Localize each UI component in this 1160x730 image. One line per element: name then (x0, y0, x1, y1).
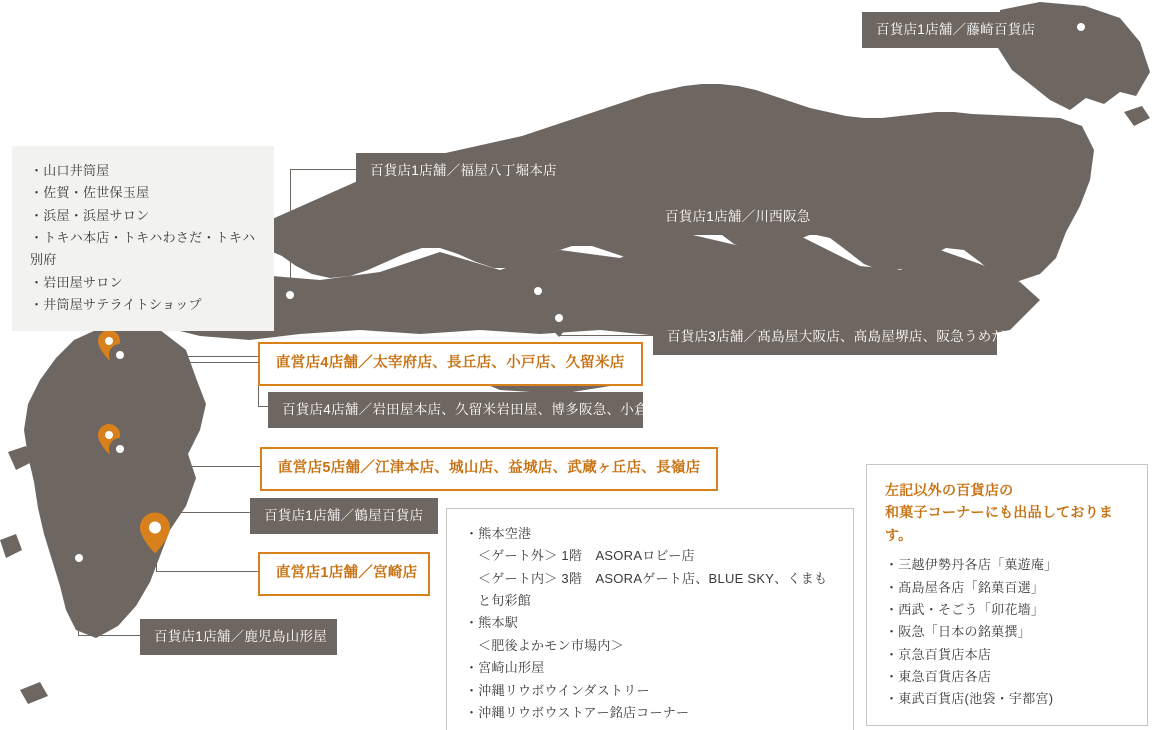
connector-kawanishi-h (538, 215, 651, 216)
label-kagoshima[interactable]: 百貨店1店舗／鹿児島山形屋 (140, 619, 337, 655)
list-item: ・トキハ本店・トキハわさだ・トキハ別府 (30, 230, 256, 268)
connector-fujisaki (1031, 29, 1075, 30)
label-tsuruya[interactable]: 百貨店1店舗／鶴屋百貨店 (250, 498, 438, 534)
dot-kumamoto (109, 438, 131, 468)
connector-takashimaya-h (559, 335, 653, 336)
list-item: ・東武百貨店(池袋・宇都宮) (885, 691, 1054, 707)
list-item: ・熊本空港 (465, 526, 532, 541)
right-panel-heading-line1: 左記以外の百貨店の (885, 482, 1014, 498)
connector-miyazaki (156, 571, 258, 572)
list-item: ・浜屋・浜屋サロン (30, 207, 150, 223)
label-chokuei-4[interactable]: 直営店4店舗／太宰府店、長丘店、小戸店、久留米店 (258, 342, 643, 386)
list-item: ＜ゲート外＞ 1階 ASORAロビー店 (478, 548, 695, 564)
dot-osaka (548, 307, 570, 337)
label-chokuei-5[interactable]: 直営店5店舗／江津本店、城山店、益城店、武蔵ヶ丘店、長嶺店 (260, 447, 718, 491)
connector-fukuya-v (290, 169, 291, 297)
list-item: ・井筒屋サテライトショップ (30, 297, 202, 313)
left-store-list (12, 146, 274, 331)
connector-fukuya-h (290, 169, 356, 170)
connector-kumamoto-v (162, 450, 163, 512)
list-item: ・東急百貨店各店 (885, 668, 992, 684)
list-item: ・京急百貨店本店 (885, 646, 992, 662)
dot-hiroshima (279, 284, 301, 314)
list-item: ・沖縄リウボウストアー銘店コーナー (465, 704, 690, 720)
pin-miyazaki (140, 512, 170, 554)
right-panel-heading (885, 479, 1129, 546)
label-miyazaki[interactable]: 直営店1店舗／宮崎店 (258, 552, 430, 596)
connector-leftlist (120, 356, 260, 357)
label-fukuya[interactable]: 百貨店1店舗／福屋八丁堀本店 (356, 153, 550, 189)
connector-chokuei4 (120, 362, 258, 363)
list-item: ・西武・そごう「卯花墻」 (885, 601, 1045, 617)
connector-chokuei5 (162, 466, 260, 467)
label-hyakkaten-4[interactable]: 百貨店4店舗／岩田屋本店、久留米岩田屋、博多阪急、小倉井筒屋 (268, 392, 643, 428)
label-takashimaya[interactable]: 百貨店3店舗／髙島屋大阪店、髙島屋堺店、阪急うめだ本店 (653, 319, 997, 355)
list-item: ＜肥後よかモン市場内＞ (478, 637, 624, 653)
connector-tsuruya (162, 512, 250, 513)
right-panel-heading-line2: 和菓子コーナーにも出品しております。 (885, 504, 1114, 543)
connector-hyakka4 (258, 406, 268, 407)
dot-kagoshima (68, 547, 90, 577)
list-item: ・佐賀・佐世保玉屋 (30, 185, 150, 201)
list-item: ・宮崎山形屋 (465, 660, 545, 676)
list-item: ・熊本駅 (465, 615, 519, 631)
list-item: ・山口井筒屋 (30, 163, 110, 178)
right-store-panel (866, 464, 1148, 726)
dot-sendai (1070, 16, 1092, 46)
list-item: ＜ゲート内＞ 3階 ASORAゲート店、BLUE SKY、くまもと旬彩館 (478, 570, 828, 609)
label-fujisaki[interactable]: 百貨店1店舗／藤崎百貨店 (862, 12, 1030, 48)
dot-kawanishi (527, 280, 549, 310)
center-store-list (446, 508, 854, 730)
label-kawanishi[interactable]: 百貨店1店舗／川西阪急 (651, 199, 849, 235)
list-item: ・阪急「日本の銘菓撰」 (885, 624, 1031, 640)
list-item: ・髙島屋各店「銘菓百選」 (885, 579, 1045, 595)
list-item: ・沖縄リウボウインダストリー (465, 682, 650, 698)
list-item: ・岩田屋サロン (30, 274, 123, 290)
connector-kagoshima-h (78, 635, 140, 636)
list-item: ・三越伊勢丹各店「菓遊庵」 (885, 557, 1058, 573)
dot-fukuoka (109, 344, 131, 374)
